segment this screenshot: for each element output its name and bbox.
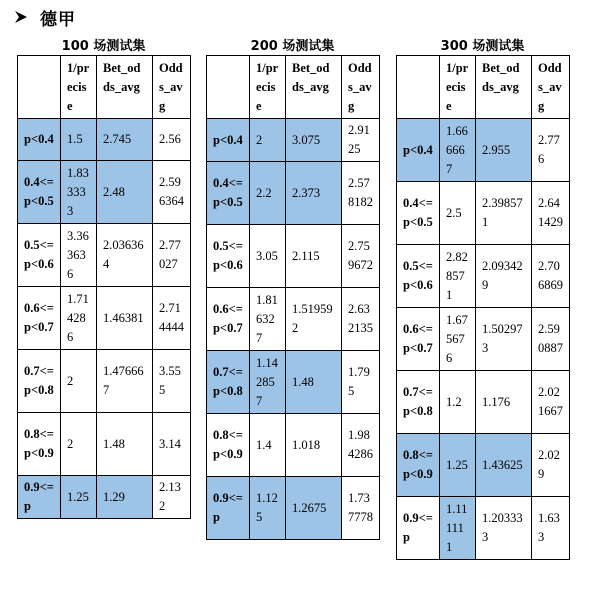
cell-odds-avg: 2.021667: [532, 371, 570, 434]
cell-precise: 2.828571: [440, 245, 476, 308]
cell-odds-avg: 2.9125: [342, 119, 380, 162]
stats-table: [206, 55, 380, 540]
row-label: 0.4<=p<0.5: [397, 182, 440, 245]
cell-odds-avg: 2.714444: [153, 287, 191, 350]
cell-precise: 1.4: [250, 414, 286, 477]
row-label: 0.6<=p<0.7: [18, 287, 61, 350]
header-precise: 1/precise: [440, 56, 476, 119]
test-set-title: 300 场测试集: [440, 39, 525, 54]
cell-precise: 1.111111: [440, 497, 476, 560]
section-heading: [14, 4, 76, 30]
cell-precise: 1.2: [440, 371, 476, 434]
row-label: 0.6<=p<0.7: [397, 308, 440, 371]
table-row: [207, 225, 380, 288]
test-set-300-block: [396, 38, 569, 560]
table-row: [397, 497, 570, 560]
test-set-title: 100 场测试集: [61, 39, 146, 54]
cell-bet-odds-avg: 1.46381: [97, 287, 153, 350]
cell-precise: 1.25: [61, 476, 97, 519]
cell-bet-odds-avg: 2.745: [97, 119, 153, 161]
cell-precise: 1.666667: [440, 119, 476, 182]
cell-precise: 1.142857: [250, 351, 286, 414]
table-row: [207, 119, 380, 162]
cell-bet-odds-avg: 3.075: [286, 119, 342, 162]
cell-precise: 3.05: [250, 225, 286, 288]
table-row: [18, 287, 191, 350]
row-label: 0.7<=p<0.8: [207, 351, 250, 414]
cell-precise: 1.714286: [61, 287, 97, 350]
cell-odds-avg: 2.132: [153, 476, 191, 519]
header-precise: 1/precise: [250, 56, 286, 119]
cell-bet-odds-avg: 2.373: [286, 162, 342, 225]
row-label: 0.7<=p<0.8: [18, 350, 61, 413]
cell-odds-avg: 2.56: [153, 119, 191, 161]
header-bet-odds-avg: Bet_odds_avg: [97, 56, 153, 119]
cell-precise: 1.833333: [61, 161, 97, 224]
header-precise: 1/precise: [61, 56, 97, 119]
header-bet-odds-avg: Bet_odds_avg: [286, 56, 342, 119]
table-row: [397, 434, 570, 497]
cell-bet-odds-avg: 2.48: [97, 161, 153, 224]
heading-title: 德甲: [40, 9, 76, 30]
cell-bet-odds-avg: 2.036364: [97, 224, 153, 287]
cell-precise: 2: [61, 350, 97, 413]
table-row: [18, 161, 191, 224]
test-set-200-block: [206, 38, 379, 540]
cell-bet-odds-avg: 2.093429: [476, 245, 532, 308]
test-set-100-block: [17, 38, 190, 519]
cell-odds-avg: 2.77027: [153, 224, 191, 287]
table-row: [207, 477, 380, 540]
row-label: 0.9<=p: [207, 477, 250, 540]
row-label: 0.5<=p<0.6: [397, 245, 440, 308]
cell-odds-avg: 2.029: [532, 434, 570, 497]
cell-odds-avg: 1.737778: [342, 477, 380, 540]
cell-odds-avg: 3.14: [153, 413, 191, 476]
cell-bet-odds-avg: 1.203333: [476, 497, 532, 560]
stats-table: [17, 55, 191, 519]
cell-precise: 3.363636: [61, 224, 97, 287]
row-label: 0.9<=p: [397, 497, 440, 560]
row-label: 0.5<=p<0.6: [18, 224, 61, 287]
cell-precise: 1.25: [440, 434, 476, 497]
arrow-bullet-icon: [14, 10, 28, 24]
cell-bet-odds-avg: 1.519592: [286, 288, 342, 351]
cell-odds-avg: 3.555: [153, 350, 191, 413]
cell-odds-avg: 2.641429: [532, 182, 570, 245]
row-label: 0.4<=p<0.5: [18, 161, 61, 224]
table-row: [397, 182, 570, 245]
table-row: [397, 371, 570, 434]
cell-odds-avg: 2.706869: [532, 245, 570, 308]
cell-precise: 1.5: [61, 119, 97, 161]
cell-precise: 1.816327: [250, 288, 286, 351]
row-label: 0.5<=p<0.6: [207, 225, 250, 288]
row-label: 0.8<=p<0.9: [397, 434, 440, 497]
header-cell-empty: [18, 56, 61, 119]
cell-bet-odds-avg: 1.29: [97, 476, 153, 519]
table-row: [18, 476, 191, 519]
header-cell-empty: [207, 56, 250, 119]
cell-odds-avg: 2.759672: [342, 225, 380, 288]
table-row: [207, 351, 380, 414]
row-label: 0.8<=p<0.9: [207, 414, 250, 477]
cell-odds-avg: 1.984286: [342, 414, 380, 477]
cell-bet-odds-avg: 2.398571: [476, 182, 532, 245]
cell-bet-odds-avg: 1.502973: [476, 308, 532, 371]
table-row: [207, 288, 380, 351]
table-row: [18, 224, 191, 287]
cell-bet-odds-avg: 1.48: [286, 351, 342, 414]
table-row: [207, 162, 380, 225]
row-label: p<0.4: [18, 119, 61, 161]
table-row: [397, 245, 570, 308]
cell-bet-odds-avg: 2.955: [476, 119, 532, 182]
row-label: 0.6<=p<0.7: [207, 288, 250, 351]
cell-bet-odds-avg: 2.115: [286, 225, 342, 288]
cell-odds-avg: 2.590887: [532, 308, 570, 371]
header-cell-empty: [397, 56, 440, 119]
row-label: 0.9<=p: [18, 476, 61, 519]
cell-odds-avg: 2.632135: [342, 288, 380, 351]
cell-odds-avg: 2.776: [532, 119, 570, 182]
cell-odds-avg: 2.578182: [342, 162, 380, 225]
cell-odds-avg: 1.633: [532, 497, 570, 560]
cell-precise: 2: [61, 413, 97, 476]
row-label: 0.4<=p<0.5: [207, 162, 250, 225]
table-row: [18, 119, 191, 161]
table-row: [397, 119, 570, 182]
header-odds-avg: Odds_avg: [532, 56, 570, 119]
test-set-title: 200 场测试集: [250, 39, 335, 54]
table-row: [18, 413, 191, 476]
cell-bet-odds-avg: 1.48: [97, 413, 153, 476]
cell-precise: 2: [250, 119, 286, 162]
row-label: p<0.4: [207, 119, 250, 162]
row-label: p<0.4: [397, 119, 440, 182]
stats-table: [396, 55, 570, 560]
row-label: 0.7<=p<0.8: [397, 371, 440, 434]
row-label: 0.8<=p<0.9: [18, 413, 61, 476]
cell-precise: 1.125: [250, 477, 286, 540]
table-row: [397, 308, 570, 371]
cell-precise: 1.675676: [440, 308, 476, 371]
table-row: [207, 414, 380, 477]
cell-precise: 2.2: [250, 162, 286, 225]
cell-bet-odds-avg: 1.43625: [476, 434, 532, 497]
cell-odds-avg: 2.596364: [153, 161, 191, 224]
cell-odds-avg: 1.795: [342, 351, 380, 414]
table-row: [18, 350, 191, 413]
cell-bet-odds-avg: 1.018: [286, 414, 342, 477]
cell-bet-odds-avg: 1.176: [476, 371, 532, 434]
header-odds-avg: Odds_avg: [153, 56, 191, 119]
header-bet-odds-avg: Bet_odds_avg: [476, 56, 532, 119]
cell-precise: 2.5: [440, 182, 476, 245]
header-odds-avg: Odds_avg: [342, 56, 380, 119]
cell-bet-odds-avg: 1.2675: [286, 477, 342, 540]
cell-bet-odds-avg: 1.476667: [97, 350, 153, 413]
